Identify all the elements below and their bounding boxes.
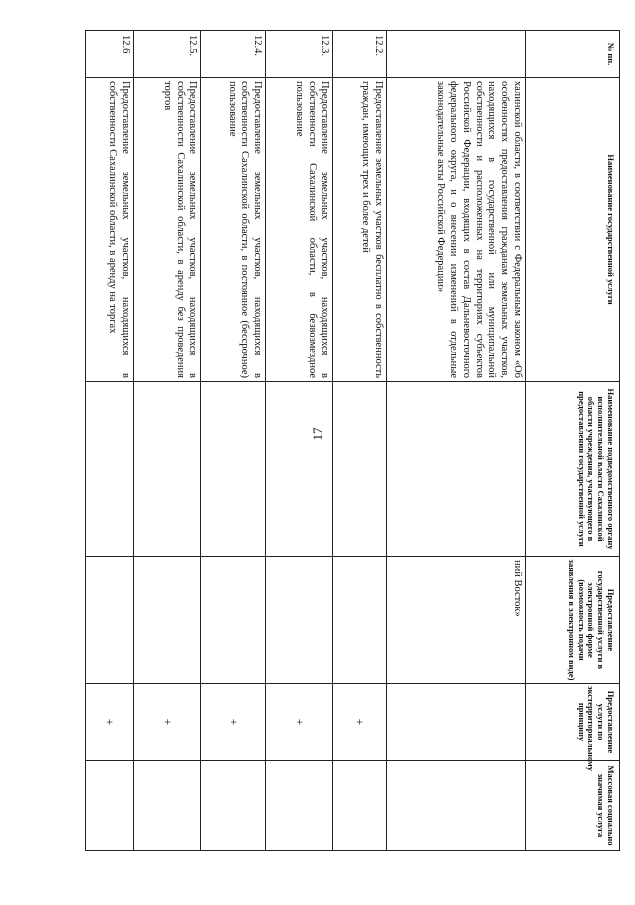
row-electronic-form <box>134 557 201 684</box>
row-extraterritorial: + <box>266 684 333 761</box>
rotated-table-frame <box>85 30 620 850</box>
row-org <box>86 382 134 557</box>
row-electronic-form <box>266 557 333 684</box>
row-electronic-form <box>86 557 134 684</box>
header-electronic-form: Предоставление государственной услуги в электронной форме (возможность подачи заявления в электронном виде) <box>526 557 620 684</box>
table-header-row <box>526 31 620 851</box>
row-electronic-form <box>201 557 266 684</box>
row-extraterritorial: + <box>201 684 266 761</box>
row-extraterritorial: + <box>86 684 134 761</box>
row-extraterritorial: + <box>333 684 387 761</box>
row-org <box>387 382 526 557</box>
table-row <box>201 31 266 851</box>
row-extraterritorial <box>387 684 526 761</box>
row-service-name: Предоставление земельных участков, находящихся в собственности Сахалинской области, в аренду на торгах <box>86 78 134 382</box>
row-service-name: халинской области, в соответствии с Федеральным законом «Об особенностях предоставления гражданам земельных участков, находящихся в государственной или муниципальной собственности и расположенных на территориях субъектов Российской Федерации, входящих в состав Дальневосточного федерального округа, и о внесении изменений в отдельные законодательные акты Российской Федерации» <box>387 78 526 382</box>
row-org <box>333 382 387 557</box>
row-service-name: Предоставление земельных участков, находящихся в собственности Сахалинской области, в постоянное (бессрочное) пользование <box>201 78 266 382</box>
table-row <box>333 31 387 851</box>
row-mass-service <box>134 761 201 851</box>
row-num: 12.5. <box>134 31 201 78</box>
row-service-name: Предоставление земельных участков, находящихся в собственности Сахалинской области, в аренду без проведения торгов <box>134 78 201 382</box>
header-extraterritorial: Предоставление услуги по экстерриториальному принципу <box>526 684 620 761</box>
header-mass-service: Массовая социально значимая услуга <box>526 761 620 851</box>
row-mass-service <box>387 761 526 851</box>
row-mass-service <box>333 761 387 851</box>
row-num: 12.2. <box>333 31 387 78</box>
page-number: 17 <box>309 427 325 441</box>
header-num: № пп. <box>526 31 620 78</box>
header-subordinate-org: Наименование подведомственного органу исполнительной власти Сахалинской области учреждения, участвующего в предоставлении государственной услуги <box>526 382 620 557</box>
row-electronic-form <box>333 557 387 684</box>
table-row <box>266 31 333 851</box>
row-num: 12.3. <box>266 31 333 78</box>
table-row <box>387 31 526 851</box>
row-mass-service <box>266 761 333 851</box>
row-service-name: Предоставление земельных участков, находящихся в собственности Сахалинской области, в безвозмездное пользование <box>266 78 333 382</box>
row-org <box>266 382 333 557</box>
header-service-name: Наименование государственной услуги <box>526 78 620 382</box>
row-electronic-form: ний Восток» <box>387 557 526 684</box>
row-num: 12.4. <box>201 31 266 78</box>
table-row <box>134 31 201 851</box>
row-org <box>134 382 201 557</box>
row-mass-service <box>86 761 134 851</box>
row-mass-service <box>201 761 266 851</box>
row-num: 12.6 <box>86 31 134 78</box>
row-service-name: Предоставление земельных участков бесплатно в собственность граждан, имеющих трех и более детей <box>333 78 387 382</box>
services-table <box>85 30 620 851</box>
table-row <box>86 31 134 851</box>
row-org <box>201 382 266 557</box>
row-num <box>387 31 526 78</box>
row-extraterritorial: + <box>134 684 201 761</box>
